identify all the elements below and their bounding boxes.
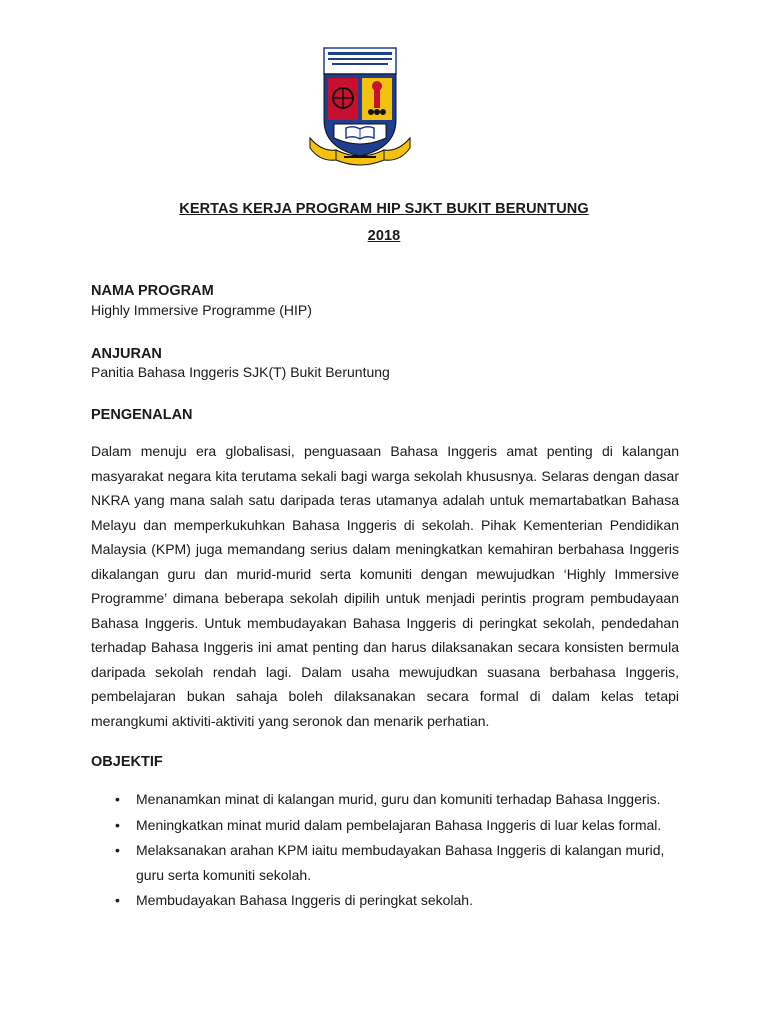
objektif-item-text: Membudayakan Bahasa Inggeris di peringkat sekolah. xyxy=(136,892,473,908)
pengenalan-paragraph: Dalam menuju era globalisasi, penguasaan Bahasa Inggeris amat penting di kalangan masyarakat negara kita terutama sekali bagi warga sekolah khususnya. Selaras dengan dasar NKRA yang mana salah satu daripada teras utamanya adalah untuk memartabatkan Bahasa Melayu dan memperkukuhkan Bahasa Inggeris di sekolah. Pihak Kementerian Pendidikan Malaysia (KPM) juga memandang serius dalam meningkatkan kemahiran berbahasa Inggeris dikalangan guru dan murid-murid serta komuniti dengan mewujudkan ‘Highly Immersive Programme’ dimana beberapa sekolah dipilih untuk menjadi perintis program pembudayaan Bahasa Inggeris. Untuk membudayakan Bahasa Inggeris di peringkat sekolah, pendedahan terhadap Bahasa Inggeris ini amat penting dan harus dilaksanakan secara konsisten bermula daripada sekolah rendah lagi. Dalam usaha mewujudkan suasana berbahasa Inggeris, pembelajaran bukan sahaja boleh dilaksanakan secara formal di dalam kelas tetapi merangkumi aktiviti-aktiviti yang seronok dan menarik perhatian. xyxy=(91,443,679,729)
bullet-icon: • xyxy=(115,842,120,858)
list-item xyxy=(91,888,671,913)
objektif-heading: OBJEKTIF xyxy=(91,754,163,770)
nama-program-value: Highly Immersive Programme (HIP) xyxy=(91,302,312,318)
list-item xyxy=(91,838,671,887)
document-title: KERTAS KERJA PROGRAM HIP SJKT BUKIT BERUNTUNG xyxy=(179,201,589,217)
list-item xyxy=(91,813,671,838)
document-year: 2018 xyxy=(367,228,401,244)
bullet-icon: • xyxy=(115,791,120,807)
list-item xyxy=(91,787,671,812)
school-crest-logo xyxy=(296,28,424,170)
anjuran-heading: ANJURAN xyxy=(91,346,162,362)
objektif-item-text: Menanamkan minat di kalangan murid, guru dan komuniti terhadap Bahasa Inggeris. xyxy=(136,791,661,807)
bullet-icon: • xyxy=(115,892,120,908)
bullet-icon: • xyxy=(115,816,120,833)
objektif-item-text: Melaksanakan arahan KPM iaitu membudayakan Bahasa Inggeris di kalangan murid, guru serta komuniti sekolah. xyxy=(136,842,665,883)
nama-program-heading: NAMA PROGRAM xyxy=(91,283,214,299)
objektif-list xyxy=(91,787,671,914)
objektif-item-text: Meningkatkan minat murid dalam pembelajaran Bahasa Inggeris di luar kelas formal. xyxy=(136,816,662,833)
pengenalan-heading: PENGENALAN xyxy=(91,407,193,423)
anjuran-value: Panitia Bahasa Inggeris SJK(T) Bukit Beruntung xyxy=(91,364,390,380)
